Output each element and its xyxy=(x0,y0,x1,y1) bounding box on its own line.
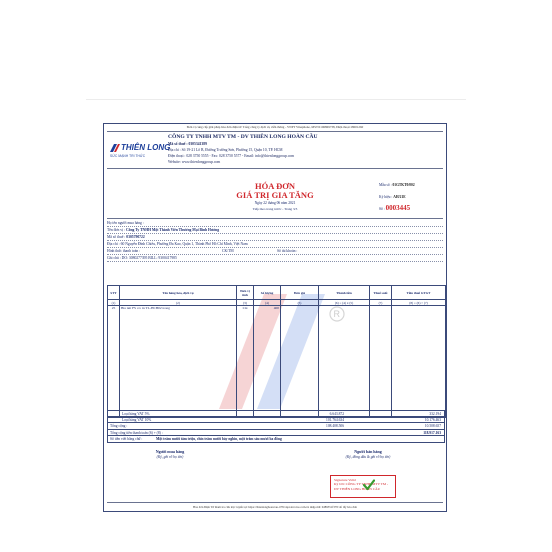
grand-total-row: Tổng cộng tiền thanh toán (6) + (8) : 118.917.163 xyxy=(107,430,445,437)
svg-text:R: R xyxy=(333,309,340,319)
buyer-sign-title: Người mua hàng xyxy=(155,449,185,454)
table-header-row xyxy=(108,286,446,300)
header-amount: Thành tiền xyxy=(319,286,370,300)
index-cell: (6) = (4) x (5) xyxy=(319,300,370,306)
header-rate: Thuế suất xyxy=(370,286,392,300)
vat10-row: Loại hàng VAT 10% 101.764.634 10.176.463 xyxy=(107,417,445,424)
invoice-symbol: Ký hiệu : AH/21E xyxy=(379,195,406,199)
header-price: Đơn giá xyxy=(281,286,319,300)
invoice-number: Số : 0003445 xyxy=(379,204,411,212)
index-cell: (2) xyxy=(120,300,237,306)
index-cell: (5) xyxy=(281,300,319,306)
buyer-sign-sub: (Ký, ghi rõ họ tên) xyxy=(156,455,184,459)
provider-line: Đơn vị cung cấp giải pháp hóa đơn điện tử: Tổng công ty dịch vụ viễn thông - VNPT Vinaphone, MST:0106869738, Điện thoại:18001260 xyxy=(186,125,364,129)
buyer-payment-row: Hình thức thanh toán : CK/TM Số tài khoản : xyxy=(107,248,443,255)
index-cell: (7) xyxy=(370,300,392,306)
buyer-tax-row: Mã số thuế : 0305790722 xyxy=(107,234,443,241)
seller-tax-code: Mã số thuế : 0305341389 xyxy=(168,142,207,146)
index-cell: (3) xyxy=(237,300,254,306)
seller-phone: Điện thoại : 028 3750 5555 - Fax: 028 3750 5577 - Email: info@thienlonggroup.com xyxy=(168,154,295,158)
buyer-address-row: Địa chỉ : 60 Nguyễn Đình Chiểu, Phường Đa Kao, Quận 1, Thành Phố Hồ Chí Minh, Việt Nam xyxy=(107,241,443,248)
logo-slogan: SỨC MẠNH TRI THỨC xyxy=(110,154,146,158)
invoice-date: Ngày 22 tháng 06 năm 2021 xyxy=(254,201,296,205)
seller-company: CÔNG TY TNHH MTV TM - DV THIÊN LONG HOÀN CẦU xyxy=(168,134,318,140)
index-cell: (1) xyxy=(108,300,120,306)
page-continuation: Tiếp theo trang trước - Trang 3/3 xyxy=(252,207,298,211)
index-cell: (4) xyxy=(254,300,281,306)
seller-logo xyxy=(109,142,171,162)
row-name: Bìa nút FS c/o in TL-HCB02 trong xyxy=(120,306,237,312)
row-unit: Cái xyxy=(237,306,254,312)
signature-by-text-2: DV THIÊN LONG HOÀN CẦU xyxy=(334,486,381,491)
buyer-note-row: Ghi chú : DO: 3080277395 BILL: 9300417985 xyxy=(107,255,443,262)
buyer-name-row: Họ tên người mua hàng : xyxy=(107,220,443,227)
header-unit: Đơn vị tính xyxy=(237,286,254,300)
invoice-document xyxy=(103,123,447,512)
header-name: Tên hàng hóa, dịch vụ xyxy=(120,286,237,300)
thien-long-logo-icon xyxy=(109,143,121,153)
seller-sign-sub: (Ký, đóng dấu & ghi rõ họ tên) xyxy=(345,455,391,459)
buyer-unit-row: Tên đơn vị : Công Ty TNHH Một Thành Viên Thương Mại Bình Hương xyxy=(107,227,443,234)
header-stt: STT xyxy=(108,286,120,300)
page-divider xyxy=(86,99,466,100)
seller-divider xyxy=(107,168,443,169)
invoice-title: HÓA ĐƠN xyxy=(255,181,295,191)
seller-address: Địa chỉ : Số 19-21 Lô B, Đường Trường Sơn, Phường 15, Quận 10, TP. HCM xyxy=(168,148,283,152)
signature-valid-text: Signature Valid xyxy=(334,478,356,482)
index-cell: (8) = (6) × (7) xyxy=(392,300,446,306)
form-number: Mẫu số : 01GTKT0/002 xyxy=(379,183,415,187)
row-qty: 400 xyxy=(254,306,281,312)
vat5-row: Loại hàng VAT 5% 6.643.872 332.194 xyxy=(107,410,445,417)
meta-divider xyxy=(107,218,443,219)
footer-divider xyxy=(107,502,443,503)
digital-signature-box xyxy=(330,475,396,498)
invoice-subtitle: GIÁ TRỊ GIA TĂNG xyxy=(236,190,314,200)
logo-text: THIÊN LONG xyxy=(121,143,171,152)
row-stt: 25 xyxy=(108,306,120,312)
total-row: Tổng cộng : 108.408.506 10.508.657 xyxy=(107,423,445,430)
items-table xyxy=(107,285,446,418)
seller-website: Website: www.thienlonggroup.com xyxy=(168,160,221,164)
signature-by-text: Ký bởi: CÔNG TY TNHH MTV TM - xyxy=(334,482,389,487)
header-qty: Số lượng xyxy=(254,286,281,300)
seller-sign-title: Người bán hàng xyxy=(354,449,382,454)
amount-in-words-row: Số tiền viết bằng chữ : Một trăm mười tám triệu, chín trăm mười bảy nghìn, một trăm sáu mươi ba đồng xyxy=(107,436,445,443)
header-tax: Tiền thuế GTGT xyxy=(392,286,446,300)
lookup-footer: Hóa đơn Điện Tử tham tra cứu trực tuyến tại: https://thienlonghoancau-tt78.vnpt-invoice.com.vn nhập mã: 0d89351f37N đổ lấy hóa đơn xyxy=(193,505,357,509)
header-divider xyxy=(107,131,443,132)
check-icon xyxy=(363,479,375,491)
